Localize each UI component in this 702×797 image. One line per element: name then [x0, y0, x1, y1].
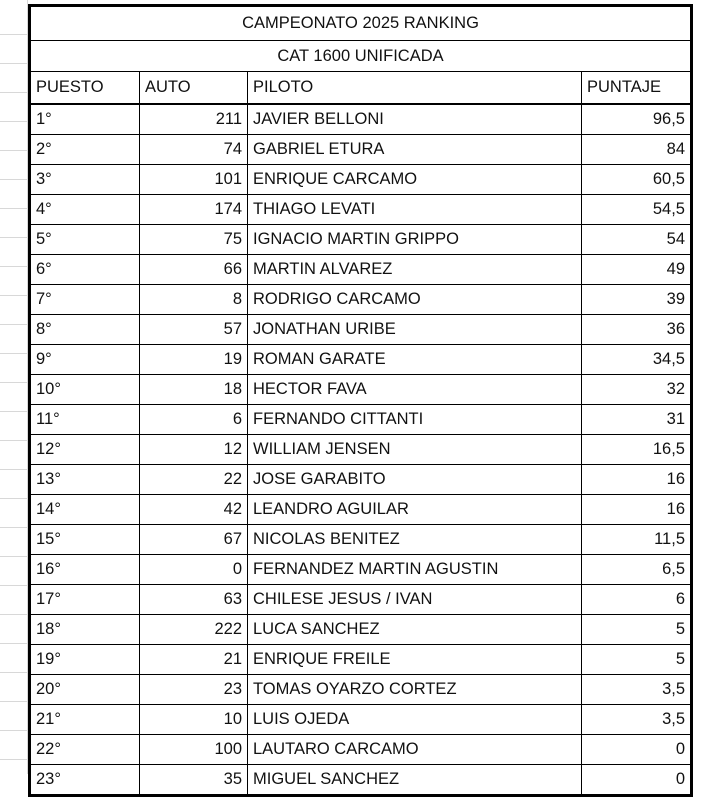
cell-puntaje: 16,5: [582, 435, 692, 465]
cell-puesto: 21°: [30, 705, 140, 735]
cell-puntaje: 16: [582, 495, 692, 525]
column-header-row: [30, 72, 692, 105]
cell-piloto: RODRIGO CARCAMO: [248, 285, 582, 315]
table-row: [30, 315, 692, 345]
cell-piloto: ENRIQUE FREILE: [248, 645, 582, 675]
table-row: [30, 765, 692, 796]
cell-puesto: 7°: [30, 285, 140, 315]
cell-auto: 18: [140, 375, 248, 405]
cell-puntaje: 34,5: [582, 345, 692, 375]
cell-puesto: 4°: [30, 195, 140, 225]
cell-puesto: 17°: [30, 585, 140, 615]
cell-puntaje: 49: [582, 255, 692, 285]
cell-piloto: JONATHAN URIBE: [248, 315, 582, 345]
cell-puntaje: 11,5: [582, 525, 692, 555]
cell-auto: 10: [140, 705, 248, 735]
cell-auto: 174: [140, 195, 248, 225]
championship-title: CAMPEONATO 2025 RANKING: [30, 6, 692, 41]
cell-auto: 74: [140, 135, 248, 165]
cell-piloto: JOSE GARABITO: [248, 465, 582, 495]
table-row: [30, 705, 692, 735]
cell-auto: 8: [140, 285, 248, 315]
cell-puntaje: 54: [582, 225, 692, 255]
table-row: [30, 465, 692, 495]
cell-puesto: 16°: [30, 555, 140, 585]
cell-piloto: HECTOR FAVA: [248, 375, 582, 405]
cell-puesto: 14°: [30, 495, 140, 525]
cell-auto: 19: [140, 345, 248, 375]
spreadsheet-row-gutter: [0, 0, 28, 774]
cell-puesto: 8°: [30, 315, 140, 345]
table-row: [30, 165, 692, 195]
cell-piloto: LUCA SANCHEZ: [248, 615, 582, 645]
column-header-puntaje: PUNTAJE: [582, 72, 692, 105]
table-row: [30, 345, 692, 375]
cell-auto: 67: [140, 525, 248, 555]
title-row: [30, 6, 692, 41]
cell-puesto: 12°: [30, 435, 140, 465]
cell-puntaje: 0: [582, 735, 692, 765]
table-row: [30, 645, 692, 675]
cell-puesto: 22°: [30, 735, 140, 765]
table-row: [30, 585, 692, 615]
cell-puesto: 10°: [30, 375, 140, 405]
table-row: [30, 135, 692, 165]
cell-auto: 211: [140, 104, 248, 135]
table-row: [30, 525, 692, 555]
cell-puesto: 2°: [30, 135, 140, 165]
table-row: [30, 555, 692, 585]
cell-auto: 100: [140, 735, 248, 765]
cell-puntaje: 5: [582, 645, 692, 675]
cell-auto: 222: [140, 615, 248, 645]
cell-puntaje: 6,5: [582, 555, 692, 585]
column-header-puesto: PUESTO: [30, 72, 140, 105]
cell-piloto: MIGUEL SANCHEZ: [248, 765, 582, 796]
ranking-table-container: [28, 4, 690, 797]
cell-auto: 66: [140, 255, 248, 285]
cell-auto: 101: [140, 165, 248, 195]
cell-puesto: 5°: [30, 225, 140, 255]
cell-puntaje: 3,5: [582, 675, 692, 705]
cell-piloto: MARTIN ALVAREZ: [248, 255, 582, 285]
cell-auto: 75: [140, 225, 248, 255]
cell-puntaje: 96,5: [582, 104, 692, 135]
table-row: [30, 195, 692, 225]
table-row: [30, 255, 692, 285]
table-row: [30, 495, 692, 525]
table-row: [30, 285, 692, 315]
cell-piloto: FERNANDO CITTANTI: [248, 405, 582, 435]
cell-puesto: 9°: [30, 345, 140, 375]
table-row: [30, 675, 692, 705]
cell-puntaje: 5: [582, 615, 692, 645]
cell-puesto: 15°: [30, 525, 140, 555]
cell-piloto: FERNANDEZ MARTIN AGUSTIN: [248, 555, 582, 585]
cell-puesto: 19°: [30, 645, 140, 675]
cell-auto: 21: [140, 645, 248, 675]
cell-puesto: 18°: [30, 615, 140, 645]
cell-auto: 35: [140, 765, 248, 796]
cell-puntaje: 60,5: [582, 165, 692, 195]
cell-puesto: 11°: [30, 405, 140, 435]
subtitle-row: [30, 41, 692, 72]
cell-puntaje: 84: [582, 135, 692, 165]
column-header-piloto: PILOTO: [248, 72, 582, 105]
cell-piloto: ROMAN GARATE: [248, 345, 582, 375]
cell-puesto: 6°: [30, 255, 140, 285]
table-row: [30, 735, 692, 765]
cell-piloto: NICOLAS BENITEZ: [248, 525, 582, 555]
cell-piloto: LAUTARO CARCAMO: [248, 735, 582, 765]
cell-piloto: IGNACIO MARTIN GRIPPO: [248, 225, 582, 255]
cell-puntaje: 36: [582, 315, 692, 345]
cell-puesto: 23°: [30, 765, 140, 796]
cell-piloto: CHILESE JESUS / IVAN: [248, 585, 582, 615]
cell-puesto: 13°: [30, 465, 140, 495]
cell-puesto: 3°: [30, 165, 140, 195]
table-row: [30, 104, 692, 135]
cell-puntaje: 39: [582, 285, 692, 315]
table-row: [30, 435, 692, 465]
cell-puesto: 1°: [30, 104, 140, 135]
cell-puntaje: 16: [582, 465, 692, 495]
cell-piloto: LUIS OJEDA: [248, 705, 582, 735]
category-subtitle: CAT 1600 UNIFICADA: [30, 41, 692, 72]
cell-puesto: 20°: [30, 675, 140, 705]
cell-auto: 23: [140, 675, 248, 705]
cell-auto: 57: [140, 315, 248, 345]
cell-puntaje: 3,5: [582, 705, 692, 735]
cell-piloto: WILLIAM JENSEN: [248, 435, 582, 465]
table-row: [30, 225, 692, 255]
cell-puntaje: 6: [582, 585, 692, 615]
cell-puntaje: 0: [582, 765, 692, 796]
cell-auto: 63: [140, 585, 248, 615]
cell-puntaje: 32: [582, 375, 692, 405]
cell-puntaje: 31: [582, 405, 692, 435]
table-row: [30, 375, 692, 405]
table-row: [30, 615, 692, 645]
cell-piloto: TOMAS OYARZO CORTEZ: [248, 675, 582, 705]
cell-piloto: JAVIER BELLONI: [248, 104, 582, 135]
cell-piloto: THIAGO LEVATI: [248, 195, 582, 225]
championship-ranking-table: [28, 4, 693, 797]
column-header-auto: AUTO: [140, 72, 248, 105]
cell-piloto: LEANDRO AGUILAR: [248, 495, 582, 525]
cell-piloto: GABRIEL ETURA: [248, 135, 582, 165]
cell-auto: 0: [140, 555, 248, 585]
ranking-table-body: [30, 6, 692, 796]
cell-auto: 6: [140, 405, 248, 435]
cell-auto: 22: [140, 465, 248, 495]
cell-puntaje: 54,5: [582, 195, 692, 225]
cell-auto: 42: [140, 495, 248, 525]
table-row: [30, 405, 692, 435]
cell-piloto: ENRIQUE CARCAMO: [248, 165, 582, 195]
cell-auto: 12: [140, 435, 248, 465]
